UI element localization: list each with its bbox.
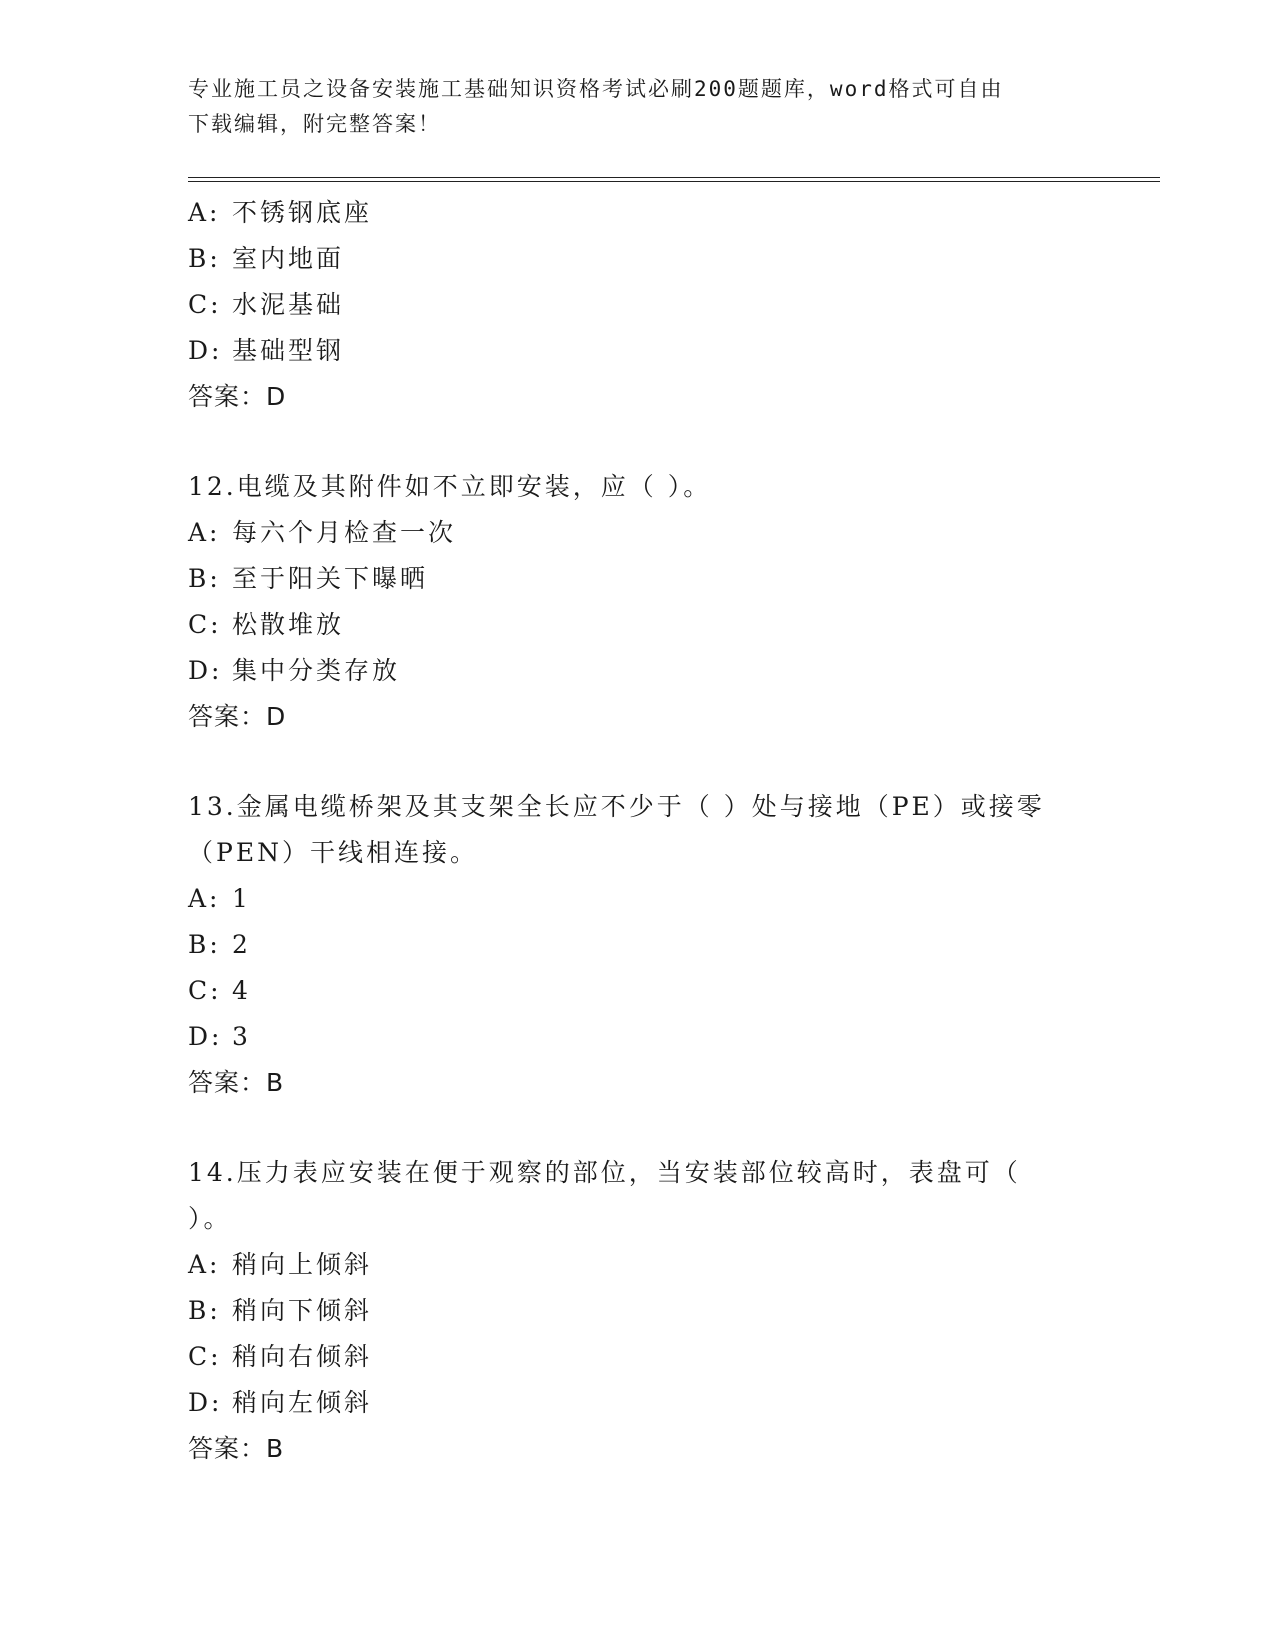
question-text-line-1: 14.压力表应安装在便于观察的部位，当安装部位较高时，表盘可（ — [188, 1158, 1021, 1187]
answer: 答案：B — [188, 1068, 285, 1097]
question-text-line-2: ）。 — [188, 1204, 232, 1233]
option-label: C: — [188, 976, 222, 1005]
question-text-line-1: 13.金属电缆桥架及其支架全长应不少于（ ）处与接地（PE）或接零 — [188, 792, 1045, 821]
option-label: C: — [188, 290, 222, 319]
option-b — [188, 236, 1088, 282]
option-b — [188, 556, 1088, 602]
option-text: 至于阳关下曝晒 — [232, 564, 429, 593]
answer: 答案：D — [188, 382, 287, 411]
option-b — [188, 922, 1088, 968]
option-label: D: — [188, 336, 223, 365]
option-c — [188, 602, 1088, 648]
option-label: B: — [188, 564, 221, 593]
document-header — [188, 72, 1088, 142]
header-divider — [188, 177, 1160, 182]
header-line-2: 下载编辑，附完整答案！ — [188, 112, 441, 136]
question-text: 12.电缆及其附件如不立即安装，应（ ）。 — [188, 472, 712, 501]
question-list — [188, 190, 1088, 1472]
header-line-1: 专业施工员之设备安装施工基础知识资格考试必刷200题题库，word格式可自由 — [188, 77, 1004, 101]
option-text: 室内地面 — [232, 244, 345, 273]
option-text: 稍向右倾斜 — [232, 1342, 373, 1371]
option-c — [188, 1334, 1088, 1380]
answer: 答案：B — [188, 1434, 285, 1463]
question-13 — [188, 784, 1088, 1106]
option-label: A: — [188, 518, 221, 547]
question-text-line-2: （PEN）干线相连接。 — [188, 838, 478, 867]
option-a — [188, 876, 1088, 922]
option-text: 每六个月检查一次 — [232, 518, 457, 547]
option-label: B: — [188, 930, 221, 959]
option-text: 松散堆放 — [232, 610, 345, 639]
option-a — [188, 1242, 1088, 1288]
option-c — [188, 282, 1088, 328]
option-text: 集中分类存放 — [232, 656, 401, 685]
option-text: 不锈钢底座 — [232, 198, 373, 227]
option-label: D: — [188, 656, 223, 685]
option-text: 1 — [232, 884, 251, 913]
option-a — [188, 510, 1088, 556]
option-label: C: — [188, 1342, 222, 1371]
option-text: 稍向下倾斜 — [232, 1296, 373, 1325]
option-text: 基础型钢 — [232, 336, 345, 365]
option-label: B: — [188, 1296, 221, 1325]
question-11 — [188, 190, 1088, 420]
option-d — [188, 1380, 1088, 1426]
option-a — [188, 190, 1088, 236]
option-text: 4 — [232, 976, 251, 1005]
option-b — [188, 1288, 1088, 1334]
option-label: B: — [188, 244, 221, 273]
option-text: 稍向左倾斜 — [232, 1388, 373, 1417]
option-label: A: — [188, 884, 221, 913]
question-12 — [188, 464, 1088, 740]
option-d — [188, 328, 1088, 374]
option-label: C: — [188, 610, 222, 639]
option-text: 2 — [232, 930, 251, 959]
option-d — [188, 1014, 1088, 1060]
option-d — [188, 648, 1088, 694]
answer: 答案：D — [188, 702, 287, 731]
option-label: D: — [188, 1388, 223, 1417]
option-c — [188, 968, 1088, 1014]
option-label: D: — [188, 1022, 223, 1051]
option-label: A: — [188, 198, 221, 227]
question-14 — [188, 1150, 1088, 1472]
option-text: 3 — [232, 1022, 251, 1051]
option-text: 水泥基础 — [232, 290, 345, 319]
option-text: 稍向上倾斜 — [232, 1250, 373, 1279]
option-label: A: — [188, 1250, 221, 1279]
